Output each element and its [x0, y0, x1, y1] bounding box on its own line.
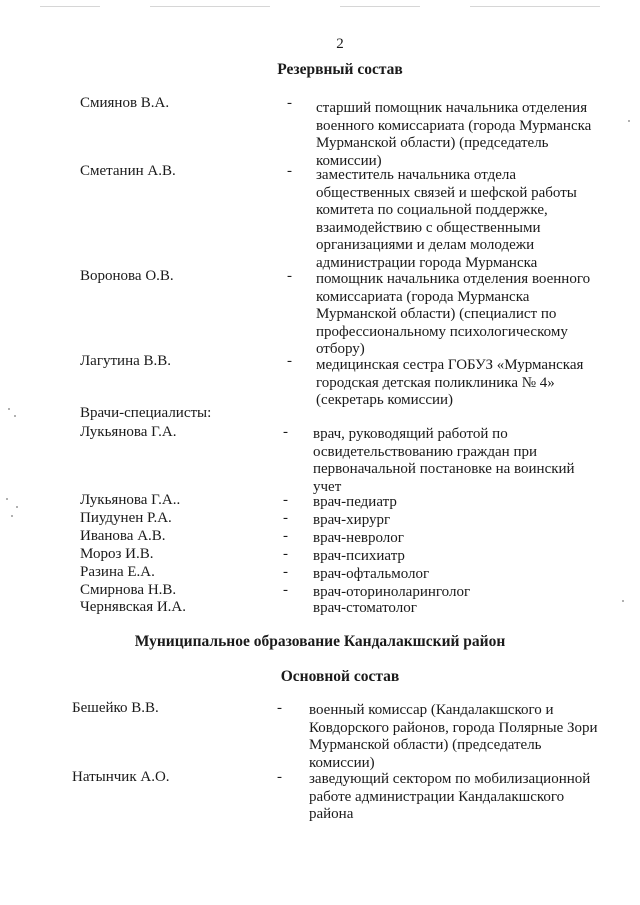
doctor-role: врач-офтальмолог [313, 566, 430, 582]
member-dash: - [287, 353, 292, 369]
scan-speck [11, 515, 13, 517]
doctor-dash: - [283, 424, 288, 440]
scan-speck [622, 600, 624, 602]
scan-speck [14, 415, 16, 417]
scan-artifact [340, 6, 420, 7]
municipality-heading: Муниципальное образование Кандалакшский район [134, 633, 506, 650]
doctor-name: Смирнова Н.В. [80, 582, 177, 598]
scan-artifact [40, 6, 100, 7]
doctor-dash: - [283, 564, 288, 580]
member-dash: - [287, 163, 292, 179]
scan-artifact [150, 6, 270, 7]
doctors-label: Врачи-специалисты: [80, 405, 212, 421]
doctor-name: Пиудунен Р.А. [80, 510, 172, 526]
doctor-role: врач-психиатр [313, 548, 405, 564]
doctor-role: врач-стоматолог [313, 600, 417, 616]
doctor-role: врач-педиатр [313, 494, 397, 510]
scan-speck [8, 408, 10, 410]
member-dash: - [287, 268, 292, 284]
member-dash: - [277, 769, 282, 785]
doctor-dash: - [283, 582, 288, 598]
member-role: помощник начальника отделения военного комиссариата (города Мурманска Мурманской области) (специалист по профессиональному психологическому отбору) [316, 271, 591, 358]
member-name: Смиянов В.А. [80, 95, 170, 111]
doctor-name: Разина Е.А. [80, 564, 155, 580]
doctor-role: врач-оториноларинголог [313, 584, 471, 600]
member-role: заместитель начальника отдела общественных связей и шефской работы комитета по социальной поддержке, взаимодействию с общественными организациями и делам молодежи администрации города Мурманска [316, 167, 577, 271]
scan-speck [6, 498, 8, 500]
doctor-name: Иванова А.В. [80, 528, 166, 544]
doctor-name: Лукьянова Г.А. [80, 424, 177, 440]
member-name: Натынчик А.О. [72, 769, 170, 785]
member-name: Лагутина В.В. [80, 353, 172, 369]
doctor-dash: - [283, 546, 288, 562]
member-role: военный комиссар (Кандалакшского и Ковдорского районов, города Полярные Зори Мурманской области) (председатель комиссии) [309, 702, 598, 771]
reserve-heading: Резервный состав [277, 61, 403, 78]
member-dash: - [277, 700, 282, 716]
page-number: 2 [336, 36, 344, 52]
scan-speck [16, 506, 18, 508]
member-role: заведующий сектором по мобилизационной работе администрации Кандалакшского района [309, 771, 591, 823]
doctor-role: врач-невролог [313, 530, 404, 546]
doctor-dash: - [283, 510, 288, 526]
scan-artifact [470, 6, 600, 7]
doctor-dash: - [283, 492, 288, 508]
doctor-role: врач, руководящий работой по освидетельствованию граждан при первоначальной постановке на воинский учет [313, 426, 575, 495]
member-name: Воронова О.В. [80, 268, 174, 284]
main-heading: Основной состав [280, 668, 400, 685]
doctor-role: врач-хирург [313, 512, 391, 528]
scan-speck [628, 120, 630, 122]
member-name: Сметанин А.В. [80, 163, 176, 179]
doctor-name: Лукьянова Г.А.. [80, 492, 181, 508]
doctor-name: Чернявская И.А. [80, 599, 187, 615]
member-role: медицинская сестра ГОБУЗ «Мурманская городская детская поликлиника № 4» (секретарь комиссии) [316, 357, 584, 409]
member-role: старший помощник начальника отделения военного комиссариата (города Мурманска Мурманской области) (председатель комиссии) [316, 100, 592, 169]
doctor-name: Мороз И.В. [80, 546, 154, 562]
doctor-dash: - [283, 528, 288, 544]
member-dash: - [287, 95, 292, 111]
member-name: Бешейко В.В. [72, 700, 159, 716]
